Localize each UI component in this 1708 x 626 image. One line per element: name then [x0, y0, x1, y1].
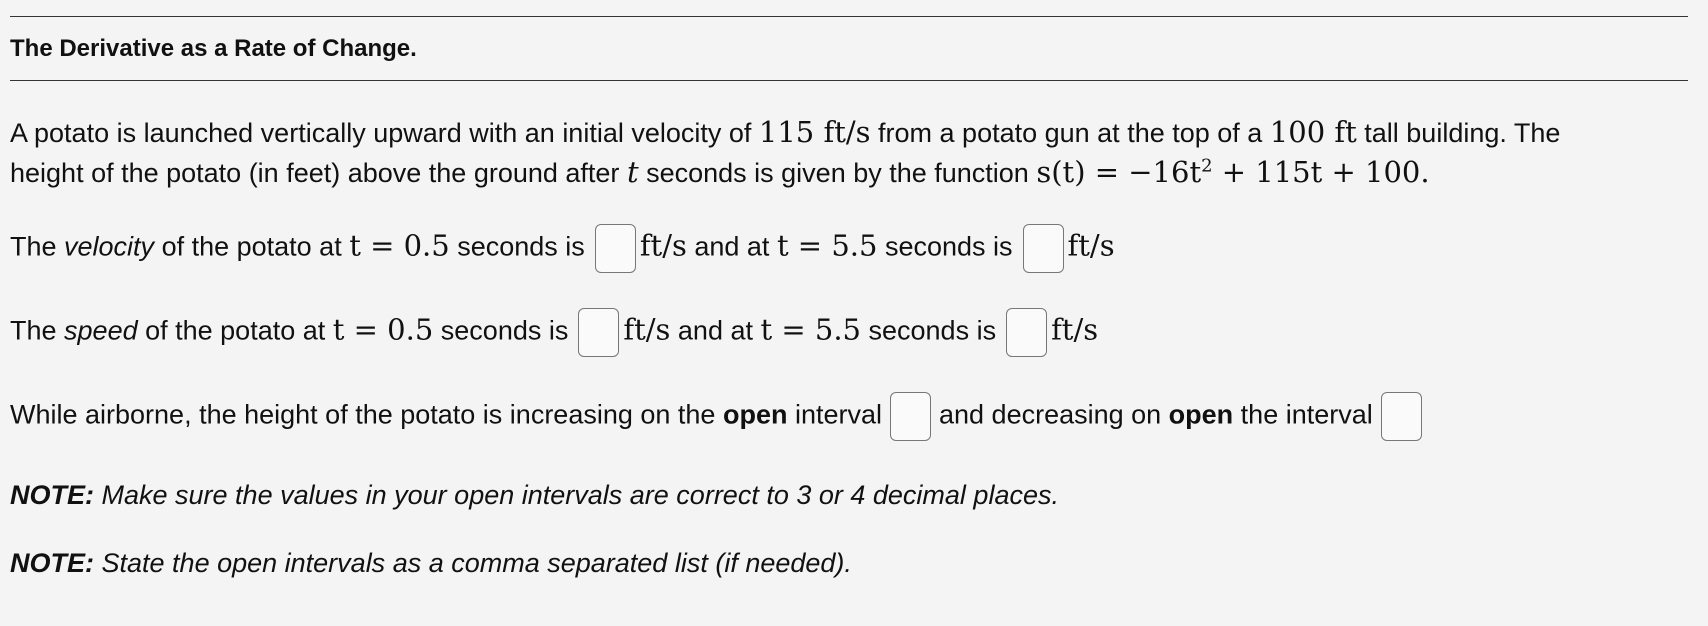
- speed-text: seconds is: [433, 315, 569, 346]
- velocity-emphasis: velocity: [64, 231, 155, 262]
- intervals-text: While airborne, the height of the potato is increasing on the: [10, 399, 723, 430]
- note-label: NOTE:: [10, 548, 94, 578]
- intro-text: A potato is launched vertically upward with an initial velocity of: [10, 118, 759, 148]
- intervals-text: and decreasing on: [939, 399, 1169, 430]
- speed-text: The: [10, 315, 65, 346]
- intro-line-1: [10, 115, 1560, 150]
- velocity-time-2: t = 5.5: [776, 228, 878, 263]
- velocity-unit-2: ft/s: [1067, 228, 1115, 263]
- problem-title: The Derivative as a Rate of Change.: [10, 35, 417, 62]
- intro-text: tall building. The: [1356, 118, 1561, 148]
- speed-unit-1: ft/s: [623, 312, 671, 347]
- intervals-question: [10, 392, 1426, 441]
- note-text: State the open intervals as a comma separated list (if needed).: [94, 548, 852, 578]
- velocity-time-1: t = 0.5: [349, 228, 450, 263]
- speed-time-2: t = 5.5: [760, 312, 861, 347]
- speed-unit-2: ft/s: [1051, 312, 1099, 347]
- velocity-text: seconds is: [877, 231, 1013, 262]
- top-rule: [10, 16, 1688, 17]
- intro-line-2: [10, 155, 1430, 190]
- note-label: NOTE:: [10, 480, 94, 510]
- velocity-question: [10, 224, 1115, 273]
- speed-text: of the potato at: [137, 315, 333, 346]
- speed-answer-2-input[interactable]: [1006, 308, 1047, 357]
- speed-question: [10, 308, 1098, 357]
- time-variable: t: [626, 155, 639, 189]
- velocity-text: and at: [686, 231, 777, 262]
- velocity-answer-1-input[interactable]: [595, 224, 636, 273]
- intro-text: from a potato gun at the top of a: [870, 118, 1270, 148]
- velocity-text: seconds is: [449, 231, 585, 262]
- note-text: Make sure the values in your open intervals are correct to 3 or 4 decimal places.: [94, 480, 1059, 510]
- function-exponent: 2: [1201, 155, 1213, 177]
- function-lhs: s(t) = −16t: [1036, 155, 1202, 189]
- speed-answer-1-input[interactable]: [578, 308, 619, 357]
- height-function: [1036, 155, 1429, 189]
- velocity-unit-1: ft/s: [639, 228, 687, 263]
- intervals-text: interval: [787, 399, 882, 430]
- velocity-text: The: [10, 231, 65, 262]
- open-emphasis-1: open: [722, 399, 788, 430]
- speed-emphasis: speed: [64, 315, 138, 346]
- building-height: 100 ft: [1269, 115, 1357, 149]
- speed-time-1: t = 0.5: [332, 312, 434, 347]
- intervals-text: the interval: [1233, 399, 1373, 430]
- speed-text: and at: [670, 315, 761, 346]
- speed-text: seconds is: [861, 315, 997, 346]
- velocity-text: of the potato at: [154, 231, 350, 262]
- open-emphasis-2: open: [1168, 399, 1234, 430]
- function-rhs: + 115t + 100.: [1212, 155, 1430, 189]
- intro-text: height of the potato (in feet) above the ground after: [10, 158, 627, 188]
- note-format: [10, 546, 852, 580]
- initial-velocity: 115 ft/s: [758, 115, 871, 149]
- velocity-answer-2-input[interactable]: [1023, 224, 1064, 273]
- decreasing-interval-input[interactable]: [1381, 392, 1422, 441]
- title-bottom-rule: [10, 80, 1688, 81]
- intro-text: seconds is given by the function: [638, 158, 1037, 188]
- note-precision: [10, 478, 1059, 512]
- increasing-interval-input[interactable]: [890, 392, 931, 441]
